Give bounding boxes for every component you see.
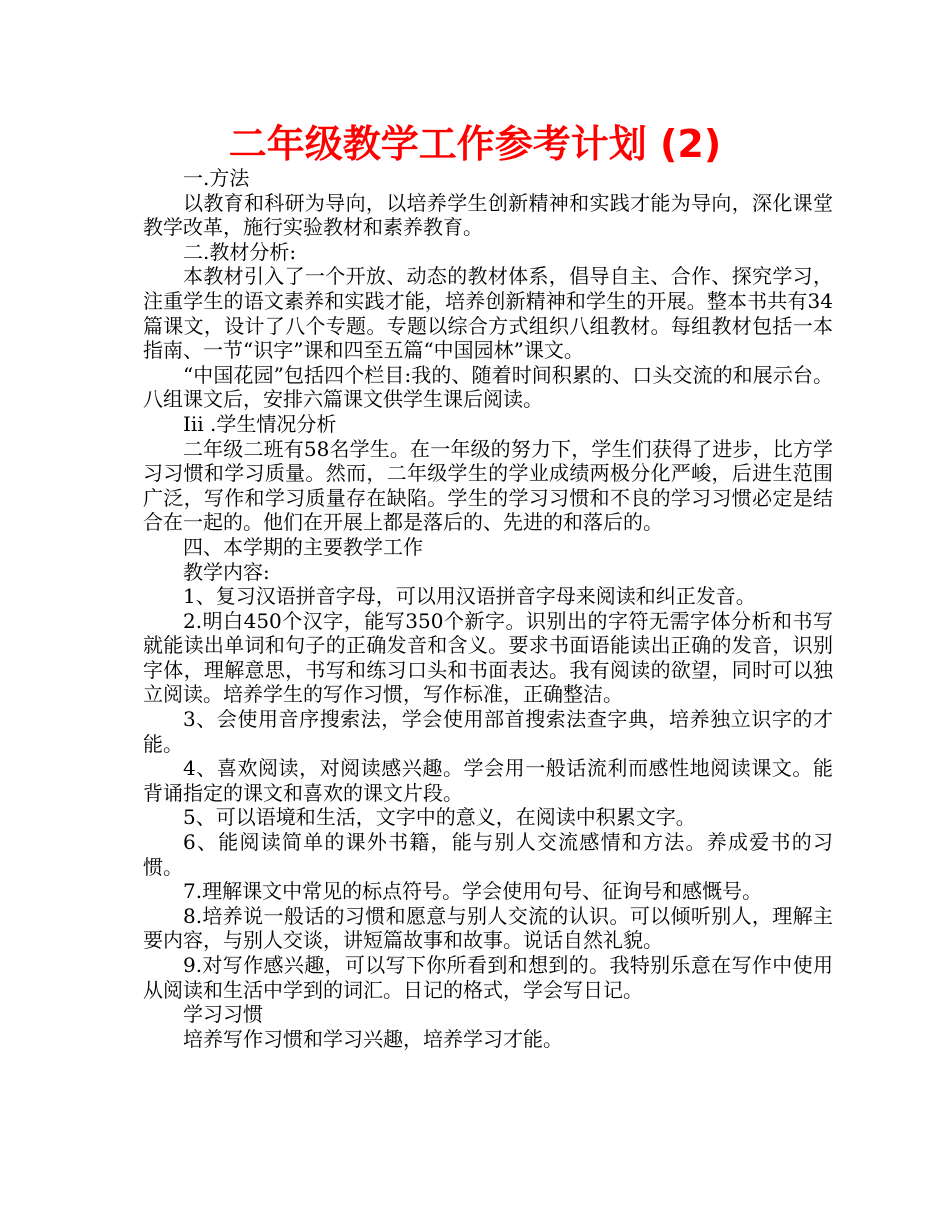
document-title: 二年级教学工作参考计划 (2): [228, 122, 722, 166]
list-item: 4、喜欢阅读，对阅读感兴趣。学会用一般话流利而感性地阅读课文。能背诵指定的课文和喜欢的课文片段。: [143, 756, 833, 805]
subheading-study-habits: 学习习惯: [183, 1002, 263, 1027]
paragraph: 以教育和科研为导向，以培养学生创新精神和实践才能为导向，深化课堂教学改革，施行实验教材和素养教育。: [143, 190, 833, 240]
list-item: 8.培养说一般话的习惯和愿意与别人交流的认识。可以倾听别人，理解主要内容，与别人交谈，讲短篇故事和故事。说话自然礼貌。: [143, 903, 833, 953]
list-item: 1、复习汉语拼音字母，可以用汉语拼音字母来阅读和纠正发音。: [183, 584, 756, 609]
paragraph: 二年级二班有58名学生。在一年级的努力下，学生们获得了进步，比方学习习惯和学习质量。然而，二年级学生的学业成绩两极分化严峻，后进生范围广泛，写作和学习质量存在缺陷。学生的学习习惯和不良的学习习惯必定是结合在一起的。他们在开展上都是落后的、先进的和落后的。: [143, 436, 833, 535]
list-item: 9.对写作感兴趣，可以写下你所看到和想到的。我特别乐意在写作中使用从阅读和生活中学到的词汇。日记的格式，学会写日记。: [143, 953, 833, 1002]
section-heading-method: 一.方法: [183, 166, 250, 190]
document-body: [143, 166, 833, 1051]
list-item: 2.明白450个汉字，能写350个新字。识别出的字符无需字体分析和书写就能读出单词和句子的正确发音和含义。要求书面语能读出正确的发音，识别字体，理解意思，书写和练习口头和书面表达。我有阅读的欲望，同时可以独立阅读。培养学生的写作习惯，写作标准，正确整洁。: [143, 608, 833, 707]
paragraph: 本教材引入了一个开放、动态的教材体系，倡导自主、合作、探究学习，注重学生的语文素养和实践才能，培养创新精神和学生的开展。整本书共有34篇课文，设计了八个专题。专题以综合方式组织八组教材。每组教材包括一本指南、一节“识字”课和四至五篇“中国园林”课文。: [143, 264, 833, 363]
list-item: 3、会使用音序搜索法，学会使用部首搜索法查字典，培养独立识字的才能。: [143, 707, 833, 756]
paragraph: “中国花园”包括四个栏目:我的、随着时间积累的、口头交流的和展示台。八组课文后，安排六篇课文供学生课后阅读。: [143, 362, 833, 412]
paragraph: 培养写作习惯和学习兴趣，培养学习才能。: [183, 1026, 563, 1051]
section-heading-student-analysis: Iii .学生情况分析: [183, 411, 337, 436]
list-item: 6、能阅读简单的课外书籍，能与别人交流感情和方法。养成爱书的习惯。: [143, 830, 833, 879]
section-heading-main-work: 四、本学期的主要教学工作: [183, 534, 423, 559]
section-heading-textbook-analysis: 二.教材分析:: [183, 239, 297, 264]
subheading-teaching-content: 教学内容:: [183, 559, 270, 584]
list-item: 7.理解课文中常见的标点符号。学会使用句号、征询号和感慨号。: [183, 879, 763, 904]
list-item: 5、可以语境和生活，文字中的意义，在阅读中积累文字。: [183, 805, 696, 830]
